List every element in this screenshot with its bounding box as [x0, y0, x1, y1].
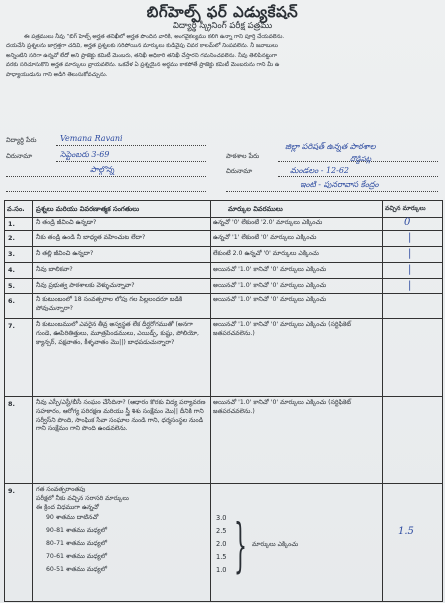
address-line-left-2: [6, 191, 206, 192]
points-value: 2.0: [216, 540, 227, 548]
question-text: ఈ క్రింద విధముగా ఉన్నచో: [36, 504, 99, 511]
student-name-line: [56, 145, 206, 146]
row-number: 5.: [8, 282, 15, 290]
col-header-marks: మార్కుల వివరములు: [228, 205, 283, 213]
address-label: చిరునామా: [226, 167, 253, 175]
row-divider: [4, 318, 442, 319]
points-value: 1.5: [216, 553, 227, 561]
score-value: 1.5: [398, 526, 414, 537]
question-text: పరీక్షలో నీకు వచ్చిన సరాసరి మార్కులు: [36, 495, 129, 502]
question-text: నీ కుటుంబములో ఎవరైన తీవ్ర అస్వస్థత లేక దీర్ఘరోగముతో (అనగా గుండె, ఊపిరితిత్తులు, మూత్రపిండములు, ఎయిడ్స్, కుష్టు, పోలియో, క్యాన్సర్, పక్షవాతం, కీళ్ళవాతం మొ||) బాధపడుచున్నారా?: [36, 321, 200, 346]
address-value-2: ఇంటి - పునరావాస కేంద్రం: [300, 180, 379, 189]
question-text: నీ కుటుంబంలో 18 సంవత్సరాల లోపు గల పిల్లలందరూ బడికి పోవుచున్నారా?: [36, 296, 183, 312]
row-divider: [4, 217, 442, 218]
form-subtitle: విద్యార్థి స్క్రీనింగ్ పరీక్ష పత్రము: [172, 21, 273, 31]
row-number: 2.: [8, 234, 15, 242]
instruction-line: వరకు సరిచూసుకొని అర్హత మార్కులు వ్రాయవలెను. ఒకవేళ ఏ ప్రశ్నయైన అర్థము కాకపోతే ప్రాజెక్టు కమిటీ మెంబరును గాని మీ ఉ: [6, 62, 280, 69]
address-line-2: [226, 191, 438, 192]
range-item: 60-51 శాతము మధ్యలో: [46, 566, 107, 573]
instruction-line: దయచేసి ప్రశ్నలను జాగ్రత్తగా చదివి, అర్హత ప్రశ్నలకు సరిపోయిన మార్కులు కుడివైపు చివర కాలమ్‌లో నింపవలెను. నీ జవాబులు: [6, 43, 278, 50]
marks-rule: లేకుంటే 2.0 ఉన్నచో '0' మార్కులు ఎక్కించు: [213, 250, 319, 257]
points-value: 3.0: [216, 514, 227, 522]
row-number: 9.: [8, 487, 15, 495]
school-name-label: పాఠశాల పేరు: [226, 152, 260, 160]
instruction-line: ఈ పత్రములు నీవు “బిగ్ హెల్ప్ అర్హత తనిఖీలో అర్హత పొందిన వారికి, అంగవైకల్యము కలిగి ఉన్నా గాని పూర్తి చేయవలెను.: [24, 34, 285, 40]
dob-line: [56, 161, 206, 162]
question-text: నీవు బాలికవా?: [36, 266, 73, 273]
row-number: 1.: [8, 220, 15, 228]
col-header-question: ప్రశ్నలు మరియు వివరణాత్మక సంగతులు: [36, 205, 140, 213]
marks-rule: అయినచో '1.0' కానిచో '0' మార్కులు ఎక్కించు (సర్టిఫికెట్ జతపరచవలెను.): [213, 399, 351, 415]
instructions: [6, 33, 438, 80]
address-line-left: [6, 176, 206, 177]
student-name-label: విద్యార్థి పేరు: [6, 136, 37, 144]
range-item: 70-61 శాతము మధ్యలో: [46, 553, 107, 560]
marks-rule: అయినచో '1.0' కానిచో '0' మార్కులు ఎక్కించు: [213, 282, 327, 289]
range-item: 90-81 శాతము మధ్యలో: [46, 527, 107, 534]
question-text: నీవు ప్రభుత్వ పాఠశాలకు వెళ్ళుచున్నావా?: [36, 282, 135, 289]
question-text: నీకు తండ్రి ఉండి నీ బాధ్యత వహించుట లేదా?: [36, 234, 146, 241]
table-col-divider: [210, 200, 211, 601]
col-header-no: వ.సం.: [7, 205, 25, 213]
row-divider: [4, 262, 442, 263]
range-item: 80-71 శాతము మధ్యలో: [46, 540, 107, 547]
marks-rule: అయినచో '1.0' కానిచో '0' మార్కులు ఎక్కించు: [213, 296, 327, 303]
dob-label: చిరునామా: [6, 152, 33, 160]
table-col-divider: [32, 200, 33, 601]
dob-value: సెప్టెంబరు 3-69: [60, 150, 110, 159]
row-divider: [4, 278, 442, 279]
school-name-value: జిల్లా పరిషత్ ఉన్నత పాఠశాల: [285, 142, 376, 151]
points-value: 2.5: [216, 527, 227, 535]
score-value: 0: [404, 217, 411, 228]
student-name-value: Vemana Ravani: [60, 134, 123, 143]
row-divider: [4, 246, 442, 247]
row-number: 8.: [8, 400, 15, 408]
marks-rule: ఉన్నచో '1' లేకుంటే '0' మార్కులు ఎక్కించు: [213, 234, 317, 241]
address-value: మండలం - 12-62: [290, 166, 350, 175]
row-number: 6.: [8, 297, 15, 305]
row-number: 3.: [8, 250, 15, 258]
instruction-line: అన్నింటిని సరిగా ఉన్నవో లేదో అని ప్రాజెక్టు కమిటీ మెంబరు, తనిఖీ అధికారి తనిఖీ చేస్తారని గమనించవలెను. నీవు తెలిపినట్టుగా: [6, 52, 278, 59]
score-value: |: [408, 232, 412, 243]
form-title: బిగ్‌హెల్ప్ ఫర్ ఎడ్యుకేషన్: [146, 3, 299, 21]
row-divider: [4, 396, 442, 397]
range-item: 90 శాతము దాటినచో: [46, 514, 99, 521]
school-name-value-2: దొడ్డిపట్ల: [350, 155, 372, 163]
score-value: |: [408, 248, 412, 259]
score-value: |: [408, 280, 412, 291]
row-number: 7.: [8, 322, 15, 330]
instruction-line: పాధ్యాయుడును గాని అడిగి తెలుసుకోవచ్చును.: [6, 71, 108, 78]
points-value: 1.0: [216, 566, 227, 574]
curly-brace: }: [234, 511, 247, 579]
marks-rule: ఉన్నచో '0' లేకుంటే '2.0' మార్కులు ఎక్కించు: [213, 219, 323, 226]
score-value: |: [408, 264, 412, 275]
row-divider: [4, 293, 442, 294]
dob-value-2: పాల్గొన్న: [90, 165, 115, 174]
question-text: నీ తండ్రి జీవించి ఉన్నడా?: [36, 219, 97, 226]
row-divider: [4, 483, 442, 484]
table-col-divider: [382, 200, 383, 601]
marks-label: మార్కులు ఎక్కించు: [252, 541, 299, 548]
question-text: నీవు ఎస్సీ/ఎస్టీ/బీసీ సంఘం చేసేదినా? (ఆధారం కొరకు విద్య పర్యావరణ సహకారం, ఆరోగ్య పరిరక్షణ మరియు స్త్రీ శిశు సంక్షేమం మొ|| దీనికి గాని సర్వీస్‌ని పొంది, సాంఘిక సేవా సంఘాల నుండి గాని, ధర్మసంస్థల నుండి గాని సంక్షేమం గాని పొంది ఉండవలెను.: [36, 399, 206, 433]
question-text: గత సంవత్సరాంతపు: [36, 486, 86, 493]
col-header-score: వచ్చిన మార్కులు: [385, 205, 426, 212]
marks-rule: అయినచో '1.0' కానిచో '0' మార్కులు ఎక్కించు: [213, 266, 327, 273]
row-divider: [4, 230, 442, 231]
row-number: 4.: [8, 266, 15, 274]
marks-rule: అయినచో '1.0' కానిచో '0' మార్కులు ఎక్కించు (సర్టిఫికెట్ జతపరచవలెను.): [213, 321, 351, 337]
question-text: నీ తల్లి జీవించి ఉన్నదా?: [36, 250, 94, 257]
